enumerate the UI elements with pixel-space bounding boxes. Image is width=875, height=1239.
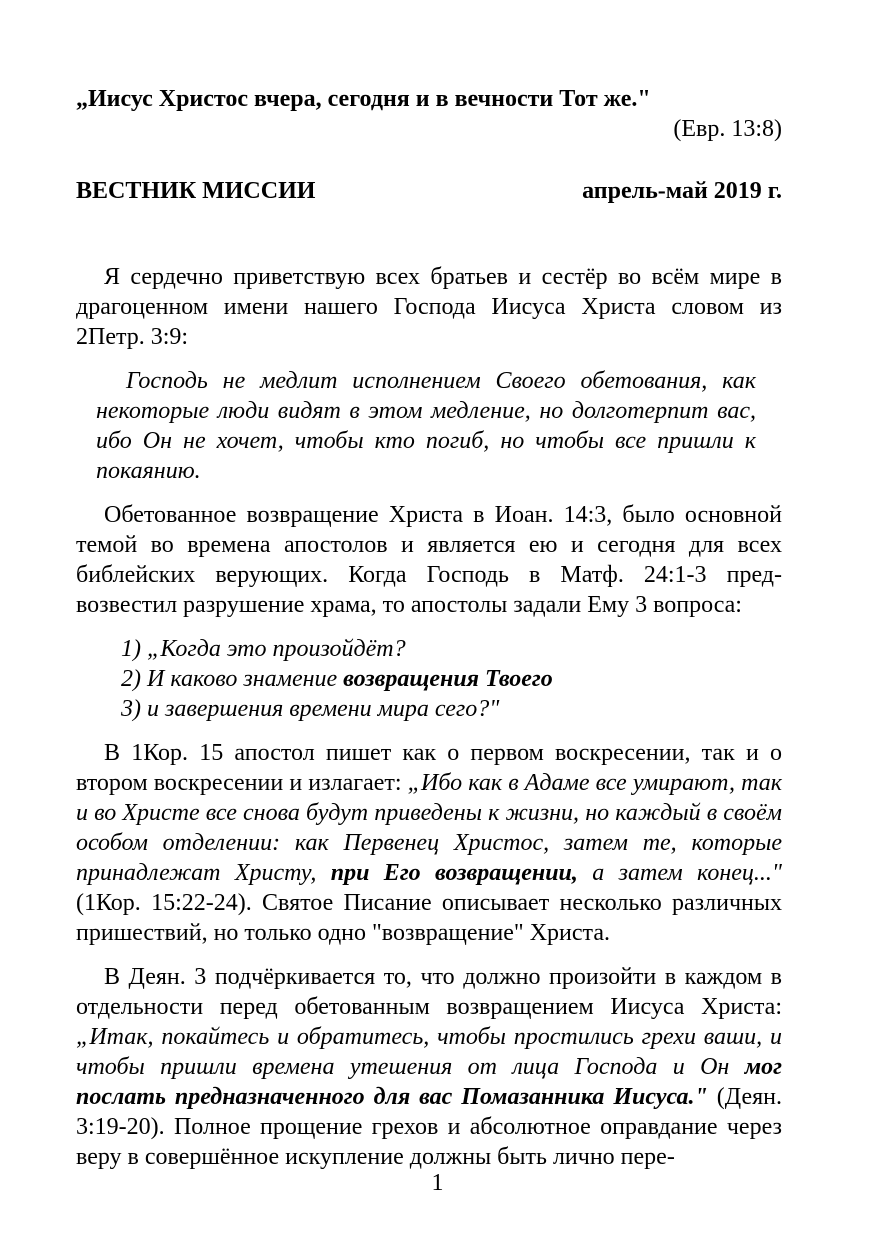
scripture-quote-2peter-3-9: Господь не медлит исполнением Своего обетования, как некоторые люди видят в этом медление, но долготерпит вас, ибо Он не хочет, чтобы кто погиб, но чтобы все пришли к покаянию. — [96, 368, 756, 484]
paragraph-acts: В Деян. 3 подчёркивается то, что должно произойти в каждом в отдельности перед обетованным возвращением Иисуса Христа: „Итак, покайтесь и обратитесь, чтобы простились грехи ваши, и чтобы пришли времена утешения от лица Господа и Он мог послать предназначенного для вас Помазанника Иисуса." (Деян. 3:19-20). Полное прощение грехов и абсолютное оправдание через веру в совершённое искупление должны быть лично пере- — [76, 964, 782, 1170]
masthead-title: ВЕСТНИК МИССИИ — [76, 178, 316, 204]
question-item-1: 1) „Когда это произойдёт? — [121, 636, 406, 662]
question-item-2: 2) И каково знамение возвращения Твоего — [121, 666, 553, 692]
header-scripture-reference: (Евр. 13:8) — [673, 116, 782, 142]
page-number: 1 — [431, 1170, 444, 1196]
header-quote: „Иисус Христос вчера, сегодня и в вечности Тот же." — [76, 86, 651, 112]
paragraph-resurrection: В 1Кор. 15 апостол пишет как о первом воскресении, так и о втором воскресении и излагает: „Ибо как в Адаме все умирают, так и во Христе все снова будут приведены к жизни, но каждый в своём особом отделении: как Первенец Христос, затем те, которые принадлежат Христу, при Его возвращении, а затем конец..." (1Кор. 15:22-24). Святое Писание описывает несколько различных пришествий, но только одно "возвращение" Христа. — [76, 740, 783, 946]
paragraph-promised-return: Обетованное возвращение Христа в Иоан. 14:3, было основной темой во времена апостолов и является ею и сегодня для всех библейских верующих. Когда Господь в Матф. 24:1-3 пред-возвестил разрушение храма, то апостолы задали Ему 3 вопроса: — [76, 502, 782, 618]
questions-list — [121, 634, 782, 724]
masthead-issue-date: апрель-май 2019 г. — [582, 178, 782, 204]
paragraph-greeting: Я сердечно приветствую всех братьев и сестёр во всём мире в драгоценном имени нашего Господа Иисуса Христа словом из 2Петр. 3:9: — [76, 264, 782, 350]
question-item-3: 3) и завершения времени мира сего?" — [121, 696, 500, 722]
masthead — [76, 176, 782, 206]
